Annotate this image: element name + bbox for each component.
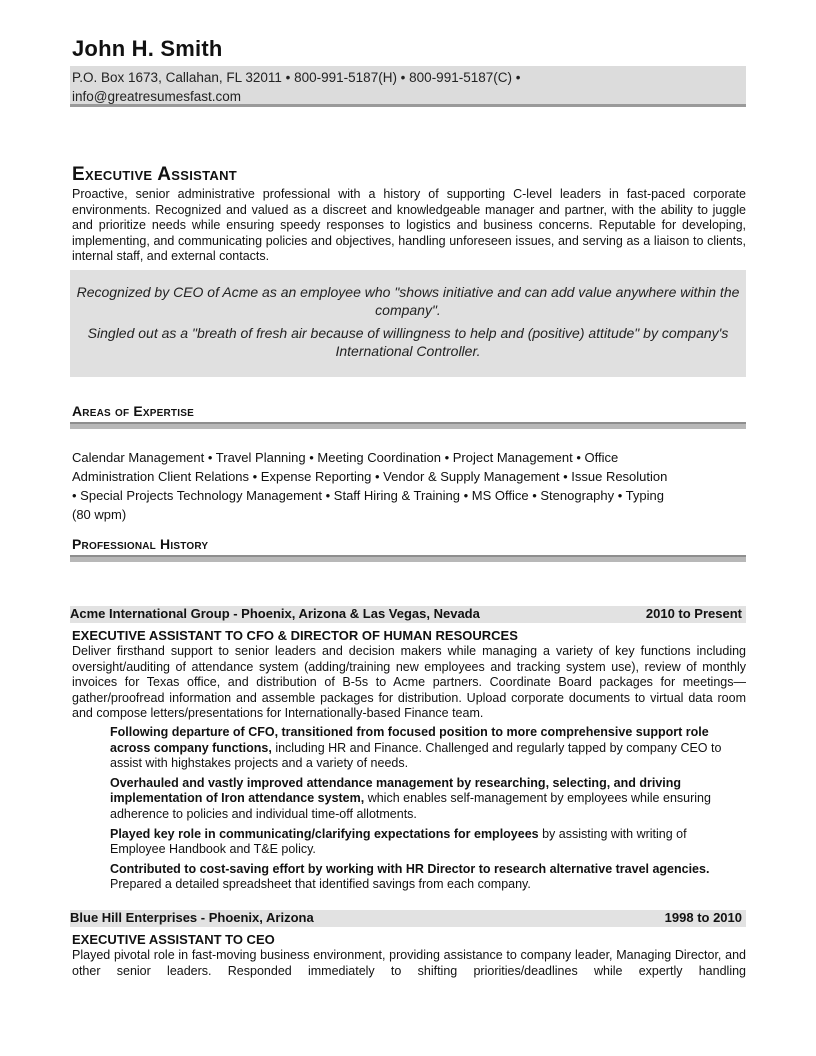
contact-line-address-phones: P.O. Box 1673, Callahan, FL 32011 • 800-991-5187(H) • 800-991-5187(C) • [72, 70, 521, 85]
expertise-list [72, 448, 702, 524]
job-achievements [110, 725, 742, 897]
summary-paragraph: Proactive, senior administrative professional with a history of supporting C-level leaders in fast-paced corporate environments. Recognized and valued as a discreet and knowledgeable manager and partner, with the ability to juggle and prioritize needs while ensuring speedy responses to logistics and business concerns. Reputable for developing, implementing, and communicating policies and objectives, handling unforeseen issues, and serving as a liaison to clients, internal staff, and external contacts. [72, 187, 746, 264]
candidate-name: John H. Smith [72, 36, 223, 61]
job-header-bar [70, 910, 746, 927]
job-header-bar [70, 606, 746, 623]
job-description: Deliver firsthand support to senior leaders and decision makers while managing a variety of key functions including oversight/auditing of attendance system (adding/training new employees and tracking system use), review of monthly invoices for Texas office, and distribution of B-5s to Acme partners. Coordinate Board packages for meetings—gather/proofread information and assemble packages for distribution. Upload corporate documents to virtual data room and compose letters/presentations for Internationally-based Finance team. [72, 644, 746, 721]
job-dates: 2010 to Present [645, 606, 742, 621]
section-divider [70, 555, 746, 562]
achievement-item: Overhauled and vastly improved attendance management by researching, selecting, and driving implementation of Iron attendance system, which enables self-management by employees while ensuring adherence to policies and individual time-off allotments. [110, 775, 711, 821]
contact-info [72, 68, 732, 106]
testimonial-quote: Recognized by CEO of Acme as an employee who "shows initiative and can add value anywhere within the company". [76, 284, 740, 318]
expertise-line: (80 wpm) [72, 507, 127, 522]
expertise-line: Calendar Management • Travel Planning • Meeting Coordination • Project Management • Office [72, 450, 619, 465]
achievement-item: Played key role in communicating/clarifying expectations for employees by assisting with writing of Employee Handbook and T&E policy. [110, 826, 687, 857]
job-company: Acme International Group - Phoenix, Arizona & Las Vegas, Nevada [70, 606, 480, 621]
job-role: EXECUTIVE ASSISTANT TO CEO [72, 932, 275, 947]
history-heading: Professional History [72, 536, 209, 552]
achievement-item: Contributed to cost-saving effort by working with HR Director to research alternative travel agencies. Prepared a detailed spreadsheet that identified savings from each company. [110, 861, 710, 892]
expertise-heading: Areas of Expertise [72, 403, 194, 419]
job-dates: 1998 to 2010 [664, 910, 742, 925]
achievement-item: Following departure of CFO, transitioned from focused position to more comprehensive support role across company functions, including HR and Finance. Challenged and regularly tapped by company CEO to assist with highstakes projects and a variety of needs. [110, 725, 722, 771]
testimonial-quote: Singled out as a "breath of fresh air because of willingness to help and (positive) attitude" by company's International Controller. [87, 325, 729, 359]
job-company: Blue Hill Enterprises - Phoenix, Arizona [70, 910, 314, 925]
expertise-line: • Special Projects Technology Management • Staff Hiring & Training • MS Office • Stenography • Typing [72, 488, 664, 503]
section-divider [70, 422, 746, 429]
contact-email[interactable]: info@greatresumesfast.com [72, 89, 242, 104]
expertise-line: Administration Client Relations • Expense Reporting • Vendor & Supply Management • Issue Resolution [72, 469, 668, 484]
resume-title: Executive Assistant [72, 164, 237, 185]
job-description: Played pivotal role in fast-moving business environment, providing assistance to company leader, Managing Director, and other senior leaders. Responded immediately to shifting priorities/deadlines while expertly handling [72, 948, 746, 978]
job-role: EXECUTIVE ASSISTANT TO CFO & DIRECTOR OF HUMAN RESOURCES [72, 628, 518, 643]
